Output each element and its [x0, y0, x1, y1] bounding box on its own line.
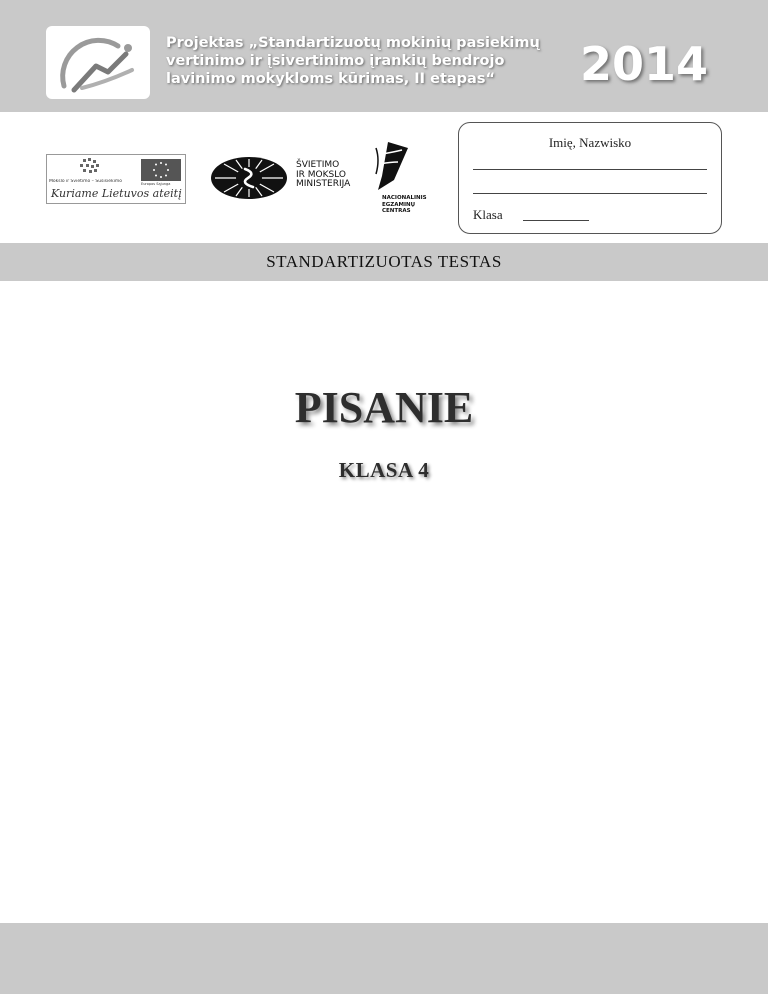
year-label: 2014 [580, 37, 709, 91]
ministry-name-line: IR MOKSLO [296, 169, 347, 180]
document-title: PISANIE [294, 383, 474, 432]
name-write-line[interactable] [473, 169, 707, 170]
project-logo [46, 26, 150, 99]
class-write-line[interactable] [523, 220, 589, 221]
exam-center-name-line: CENTRAS [382, 208, 411, 214]
project-title: Projektas „Standartizuotų mokinių pasiekimų vertinimo ir įsivertinimo įrankių bendrojo lavinimo mokykloms kūrimas, II etapas“ [166, 35, 540, 87]
test-type-band [0, 243, 768, 281]
es-funds-logo [46, 154, 186, 204]
exam-center-name-line: NACIONALINIS [382, 195, 427, 201]
name-write-line[interactable] [473, 193, 707, 194]
document-subtitle: KLASA 4 [338, 458, 430, 482]
class-label: Klasa [473, 207, 503, 222]
es-ministry-caption: Mokslo ir Švietimo – Susisiekimo [49, 179, 123, 184]
project-swoosh-logo-icon [46, 26, 150, 99]
es-motto: Kuriame Lietuvos ateitį [51, 187, 182, 200]
ministry-name-line: ŠVIETIMO [296, 160, 340, 170]
footer-band [0, 923, 768, 994]
eu-caption: Europos Sąjunga [141, 182, 171, 186]
eu-flag-icon [141, 159, 181, 181]
exam-center-name [382, 195, 427, 215]
student-name-box [458, 122, 722, 234]
header-band [0, 0, 768, 112]
test-type-title: STANDARTIZUOTAS TESTAS [266, 252, 502, 271]
name-label: Imię, Nazwisko [548, 135, 632, 150]
exam-center-name-line: EGZAMINŲ [382, 201, 416, 208]
ministry-name-line: MINISTERIJA [296, 179, 351, 189]
quill-emblem-icon [372, 140, 412, 190]
sunburst-emblem-icon [210, 156, 288, 200]
ministry-name [296, 161, 350, 190]
dot-map-icon [77, 157, 103, 177]
